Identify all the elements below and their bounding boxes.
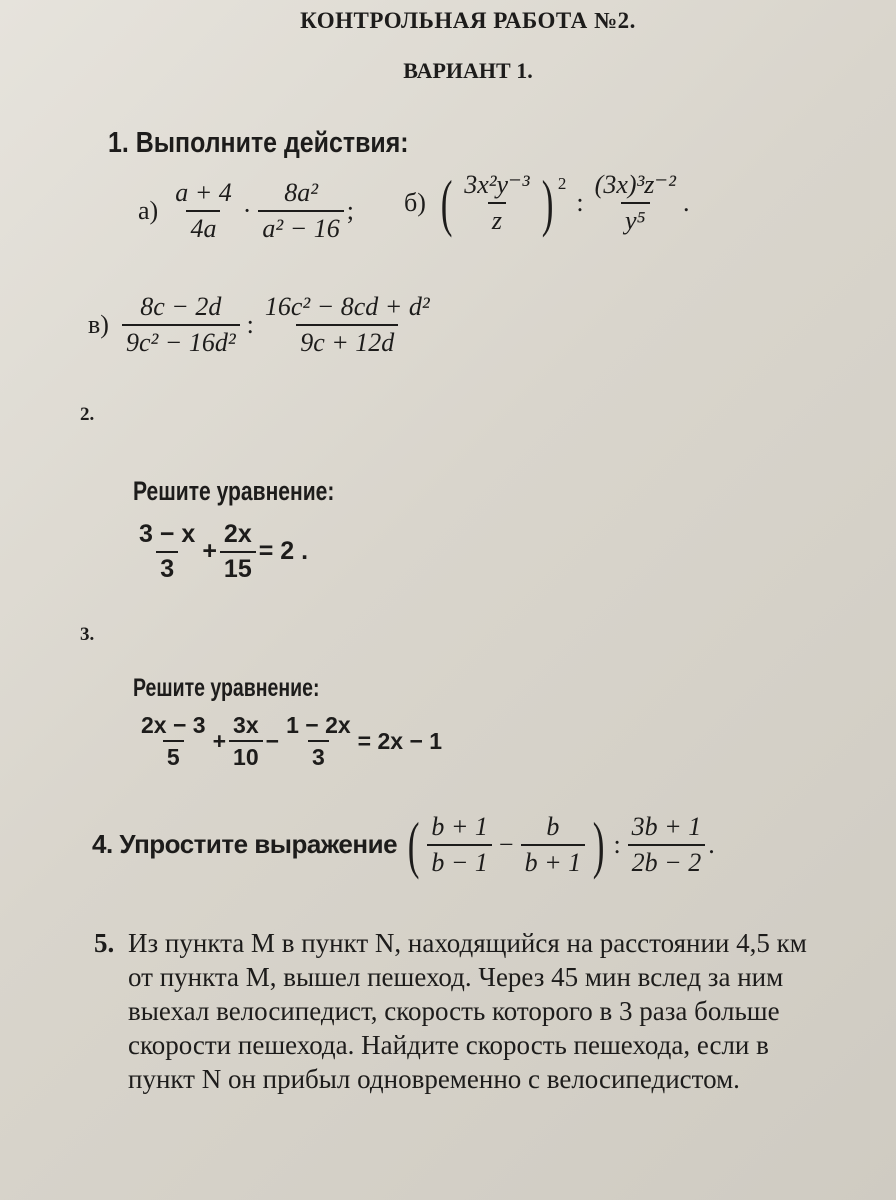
task1-v-label: в) bbox=[88, 309, 109, 339]
task2-number: 2. bbox=[80, 404, 95, 425]
task2-frac1 bbox=[135, 520, 199, 584]
denominator: z bbox=[488, 202, 506, 236]
numerator: 8c − 2d bbox=[140, 292, 222, 321]
page-title: КОНТРОЛЬНАЯ РАБОТА №2. bbox=[300, 8, 636, 33]
numerator: 16c² − 8cd + d² bbox=[264, 292, 430, 321]
task1-v bbox=[88, 292, 437, 358]
right-hand-side: = 2 . bbox=[258, 537, 309, 566]
task1-b-frac2 bbox=[591, 170, 680, 236]
right-paren: ) bbox=[541, 166, 554, 238]
task4-text: 4. Упростите выражение bbox=[92, 829, 398, 860]
task2-heading: Решите уравнение: bbox=[133, 476, 335, 506]
task1-b bbox=[404, 166, 690, 238]
variant-title: ВАРИАНТ 1. bbox=[403, 58, 533, 83]
numerator: 8a² bbox=[284, 178, 318, 207]
denominator: y⁵ bbox=[621, 202, 650, 236]
plus-sign: + bbox=[202, 537, 217, 566]
task4 bbox=[92, 808, 715, 880]
plus-sign: + bbox=[212, 727, 227, 754]
left-paren: ( bbox=[440, 166, 453, 238]
task3-number: 3. bbox=[80, 624, 95, 645]
task1-v-frac1 bbox=[122, 292, 240, 358]
task3-frac3 bbox=[282, 712, 355, 771]
task5-line: Из пункта M в пункт N, находящийся на расстоянии 4,5 км bbox=[128, 928, 807, 958]
denominator: b − 1 bbox=[427, 844, 492, 878]
denominator: 9c² − 16d² bbox=[122, 324, 240, 358]
task1-v-frac2 bbox=[261, 292, 434, 358]
task4-frac1 bbox=[427, 812, 492, 878]
task5-line: пункт N он прибыл одновременно с велосипедистом. bbox=[128, 1064, 740, 1094]
colon-sign: : bbox=[246, 309, 254, 339]
period: . bbox=[708, 829, 715, 859]
task1-a-frac1 bbox=[171, 178, 236, 244]
numerator: 2x bbox=[223, 520, 252, 548]
task1-a-label: а) bbox=[138, 195, 159, 225]
numerator: 3x²y⁻³ bbox=[464, 170, 530, 199]
task2-frac2 bbox=[220, 520, 256, 584]
denominator: 3 bbox=[308, 740, 329, 770]
numerator: a + 4 bbox=[175, 178, 232, 207]
task1-b-frac1 bbox=[460, 170, 533, 236]
denominator: 2b − 2 bbox=[628, 844, 706, 878]
task5-number: 5. bbox=[94, 928, 115, 958]
colon-sign: : bbox=[576, 187, 584, 217]
task4-frac2 bbox=[521, 812, 586, 878]
task5-line: скорости пешехода. Найдите скорость пешехода, если в bbox=[128, 1030, 769, 1060]
numerator: b + 1 bbox=[431, 812, 488, 841]
minus-sign: − bbox=[498, 829, 514, 859]
multiply-sign: · bbox=[242, 195, 252, 225]
task5-line: выехал велосипедист, скорость которого в 3 раза больше bbox=[128, 996, 780, 1026]
exponent: 2 bbox=[557, 174, 567, 193]
task2-equation bbox=[132, 520, 308, 584]
right-hand-side: = 2x − 1 bbox=[357, 727, 443, 754]
denominator: 5 bbox=[163, 740, 184, 770]
numerator: 3b + 1 bbox=[631, 812, 702, 841]
task1-heading: 1. Выполните действия: bbox=[108, 127, 409, 159]
denominator: a² − 16 bbox=[258, 210, 343, 244]
task1-a-frac2 bbox=[258, 178, 343, 244]
task1-a bbox=[138, 178, 354, 244]
task3-equation bbox=[134, 712, 442, 771]
task4-frac3 bbox=[628, 812, 706, 878]
task3-frac2 bbox=[229, 712, 263, 771]
task5-text bbox=[128, 926, 848, 1096]
denominator: b + 1 bbox=[521, 844, 586, 878]
task5-line: от пункта M, вышел пешеход. Через 45 мин вслед за ним bbox=[128, 962, 784, 992]
denominator: 9c + 12d bbox=[296, 324, 398, 358]
numerator: 3x bbox=[233, 712, 259, 738]
task1-b-label: б) bbox=[404, 187, 426, 217]
task3-heading: Решите уравнение: bbox=[133, 674, 320, 702]
right-paren: ) bbox=[592, 808, 605, 880]
left-paren: ( bbox=[407, 808, 420, 880]
denominator: 3 bbox=[156, 551, 178, 584]
numerator: (3x)³z⁻² bbox=[594, 170, 676, 199]
denominator: 4a bbox=[186, 210, 220, 244]
numerator: 1 − 2x bbox=[286, 712, 351, 738]
period: . bbox=[682, 187, 690, 217]
minus-sign: − bbox=[265, 727, 280, 754]
denominator: 10 bbox=[229, 740, 263, 770]
colon-sign: : bbox=[613, 829, 621, 859]
numerator: b bbox=[546, 812, 560, 841]
numerator: 3 − x bbox=[139, 520, 196, 548]
numerator: 2x − 3 bbox=[141, 712, 206, 738]
task3-frac1 bbox=[137, 712, 210, 771]
semicolon: ; bbox=[346, 195, 354, 225]
denominator: 15 bbox=[220, 551, 256, 584]
